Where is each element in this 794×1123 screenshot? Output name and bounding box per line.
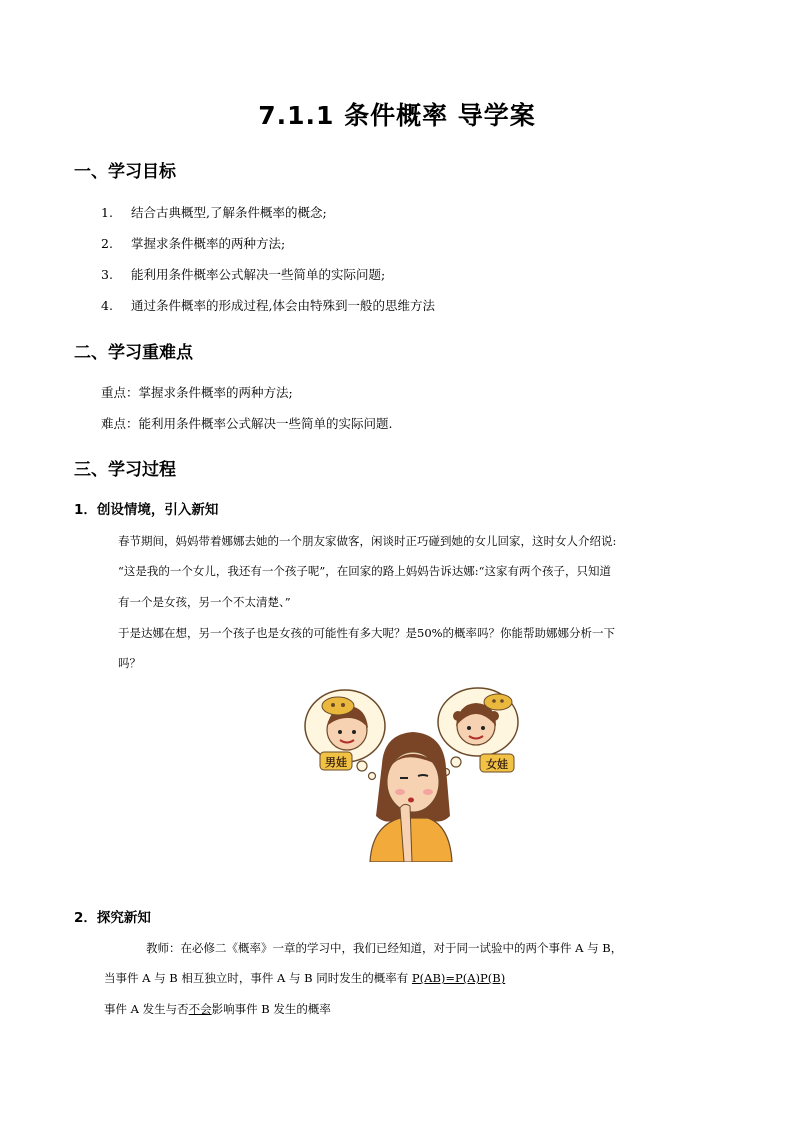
objective-item: 1. 结合古典概型,了解条件概率的概念; [101,205,327,220]
objective-item: 3. 能利用条件概率公式解决一些简单的实际问题; [101,267,386,282]
section-heading-process: 三、学习过程 [74,460,176,480]
section-heading-objectives: 一、学习目标 [74,162,176,182]
scenario-paragraph-line: “这是我的一个女儿，我还有一个孩子呢”，在回家的路上妈妈告诉达娜:“这家有两个孩子，只知道 [118,564,612,578]
scenario-paragraph-line: 春节期间，妈妈带着娜娜去她的一个朋友家做客，闲谈时正巧碰到她的女儿回家，这时女人介绍说: [118,534,617,548]
woman-figure [370,732,452,862]
subsection-heading-scenario: 1．创设情境，引入新知 [74,502,219,518]
girl-label [480,754,514,772]
explore-paragraph-line: 事件 A 发生与否不会影响事件 B 发生的概率 [104,1002,331,1016]
subsection-heading-explore: 2．探究新知 [74,910,151,926]
explore-paragraph-line: 当事件 A 与 B 相互独立时，事件 A 与 B 同时发生的概率有 P(AB)=P(A)P(B) [104,971,506,985]
thinking-woman-illustration [300,686,530,862]
explore-paragraph-line: 教师：在必修二《概率》一章的学习中，我们已经知道，对于同一试验中的两个事件 A 与 B， [146,941,623,955]
scenario-paragraph-line: 吗？ [118,656,141,670]
objective-item: 4. 通过条件概率的形成过程,体会由特殊到一般的思维方法 [101,298,435,313]
scenario-paragraph-line: 于是达娜在想，另一个孩子也是女孩的可能性有多大呢？是50%的概率吗？你能帮助娜娜分析一下 [118,626,616,640]
svg-text:男娃: 男娃 [325,756,347,769]
key-point-text: 重点：掌握求条件概率的两种方法; [101,385,293,400]
boy-label [320,752,352,770]
document-title: 7.1.1 条件概率 导学案 [258,101,536,130]
objective-item: 2. 掌握求条件概率的两种方法; [101,236,286,251]
independence-formula: P(AB)=P(A)P(B) [411,971,506,985]
difficult-point-text: 难点：能利用条件概率公式解决一些简单的实际问题. [101,416,393,431]
section-heading-key-points: 二、学习重难点 [74,343,193,363]
scenario-paragraph-line: 有一个是女孩，另一个不太清楚、” [118,595,291,609]
svg-text:女娃: 女娃 [486,758,508,771]
